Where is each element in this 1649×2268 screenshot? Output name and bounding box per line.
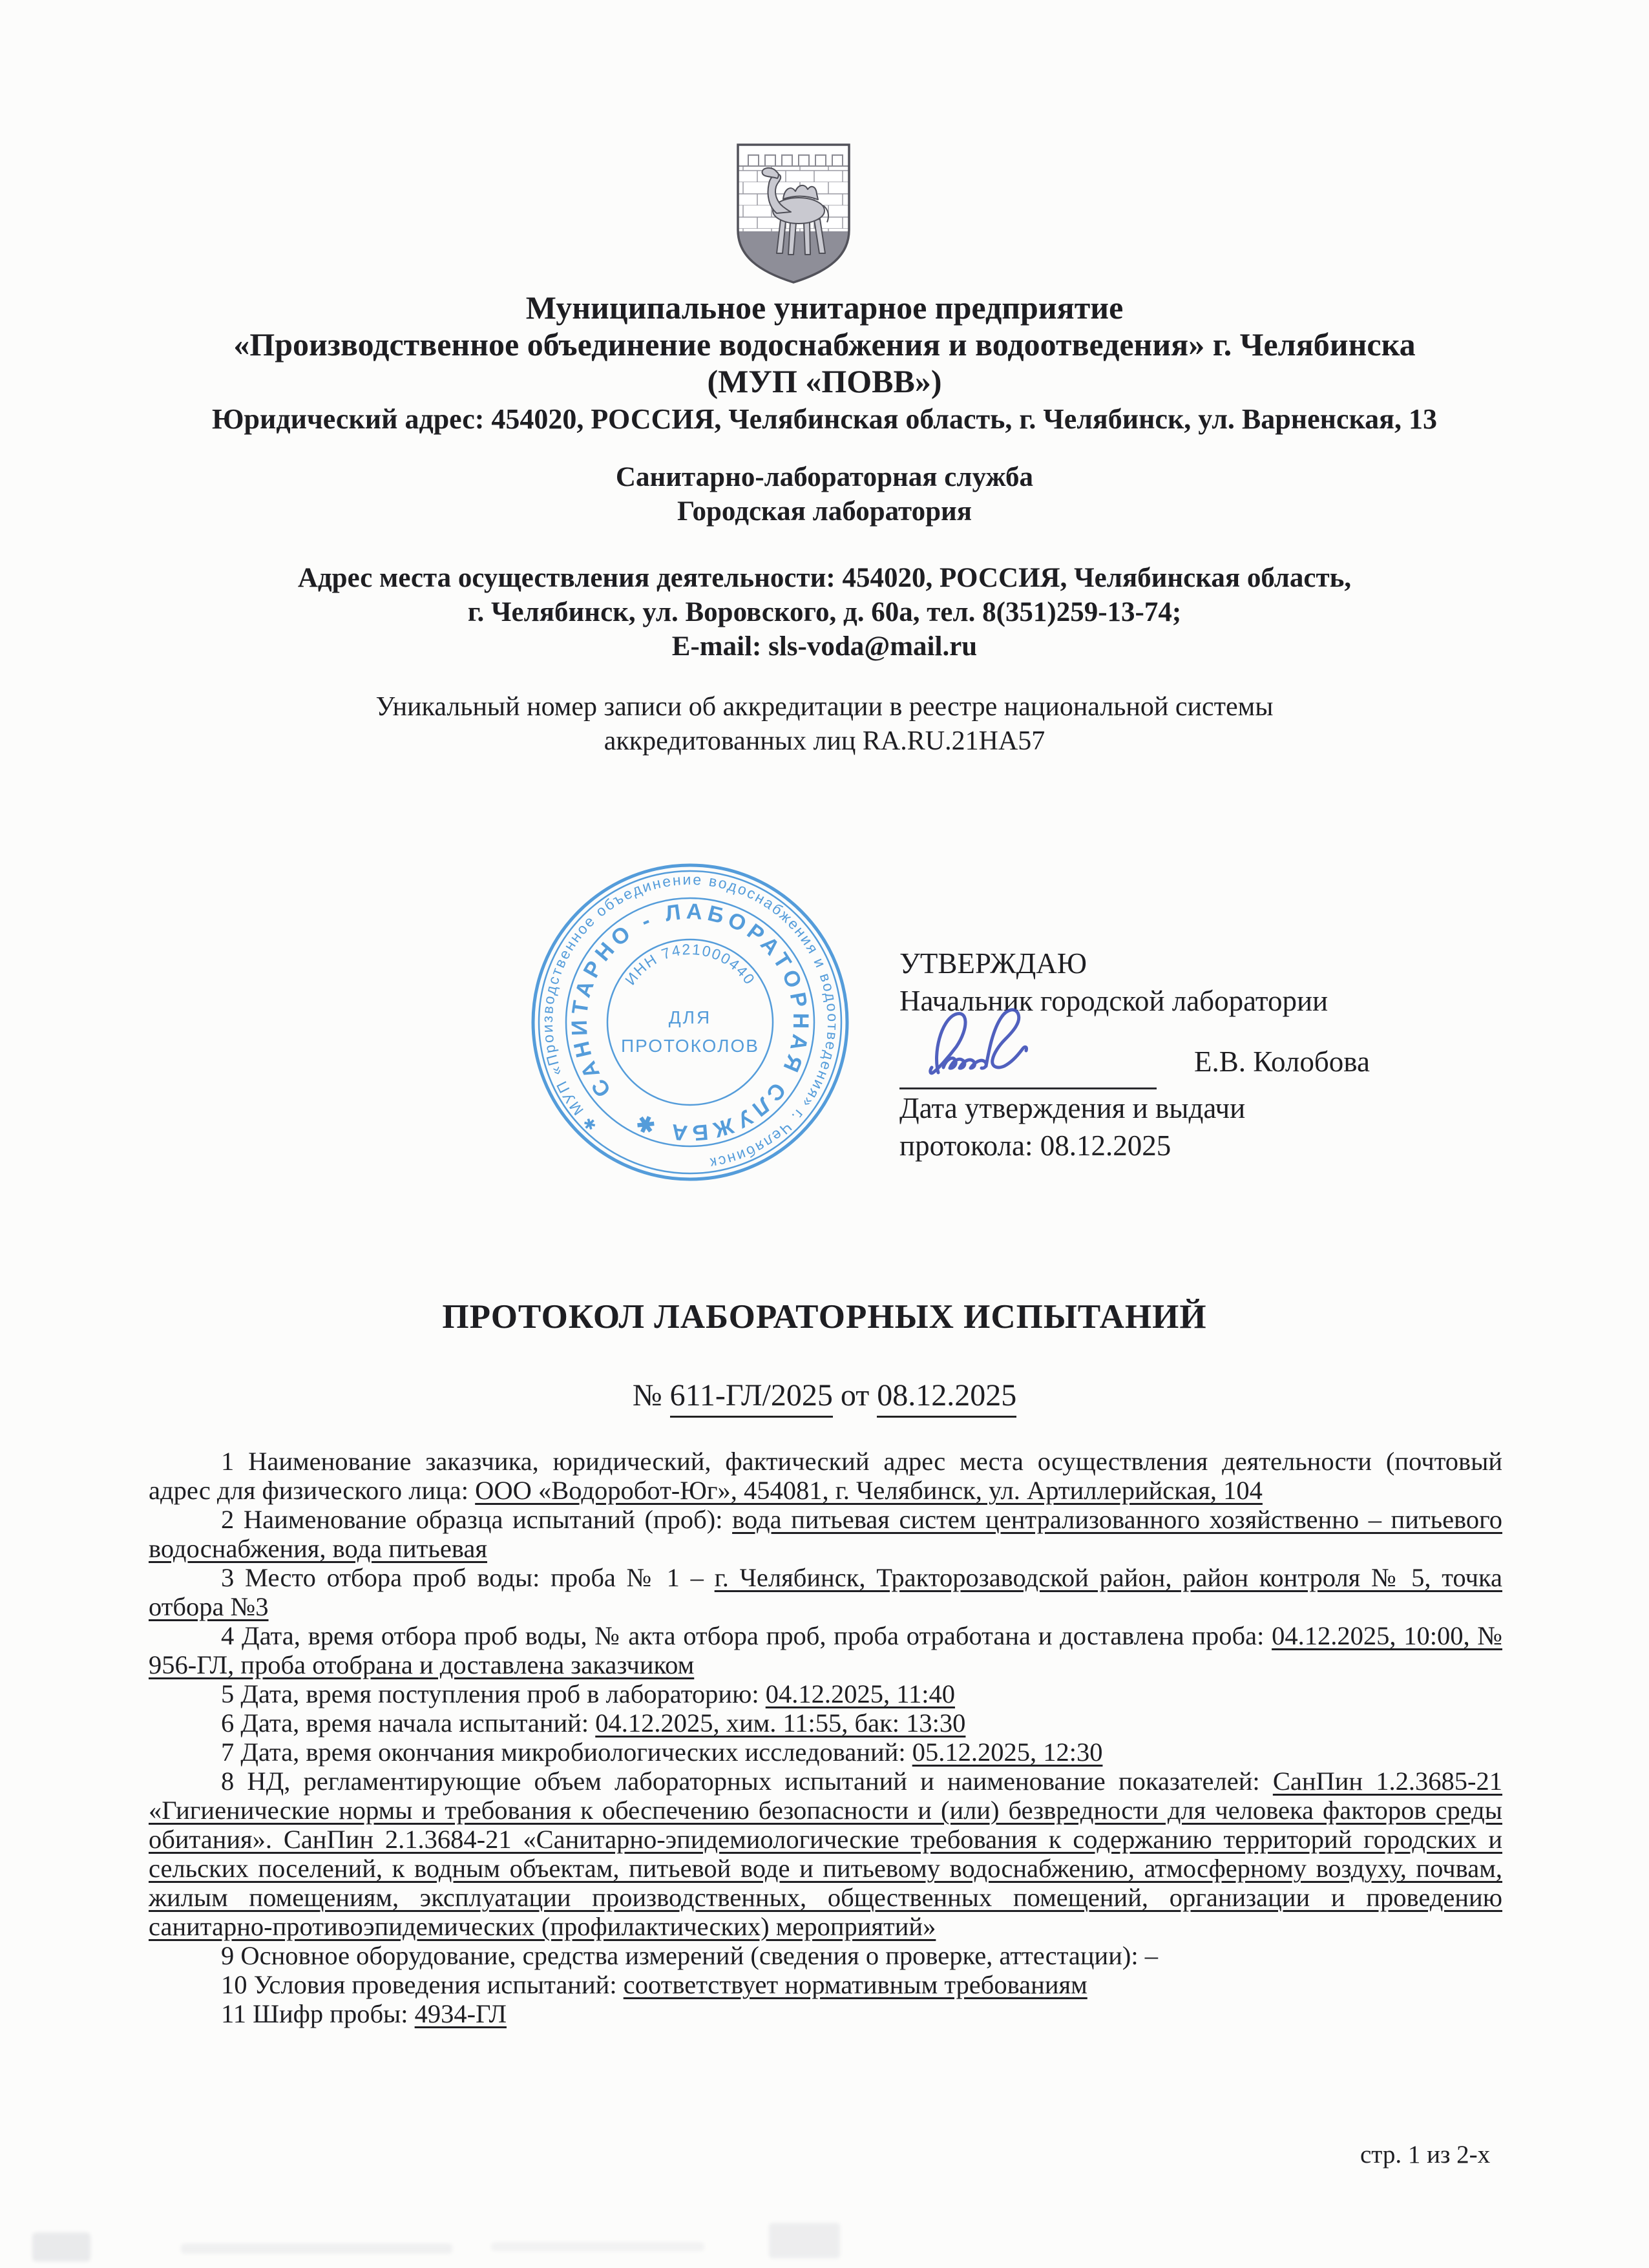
service-block — [0, 460, 1649, 529]
protocol-date: 08.12.2025 — [877, 1378, 1016, 1418]
stamp-service-text: САНИТАРНО - ЛАБОРАТОРНАЯ СЛУЖБА ✱ — [567, 899, 814, 1146]
item-label: 5 Дата, время поступления проб в лабораторию: — [221, 1679, 766, 1708]
protocol-item-3 — [149, 1563, 1502, 1621]
item-value: вода питьевая систем централизованного хозяйственно – питьевого водоснабжения, вода питьевая — [149, 1505, 1502, 1563]
item-value: 04.12.2025, 10:00, № 956-ГЛ, проба отобрана и доставлена заказчиком — [149, 1621, 1502, 1679]
email-line: E-mail: sls-voda@mail.ru — [671, 631, 978, 662]
approver-name: Е.В. Колобова — [1194, 1045, 1370, 1078]
activity-address-line2: г. Челябинск, ул. Воровского, д. 60а, тел. 8(351)259-13-74; — [467, 597, 1182, 627]
service-name: Санитарно-лабораторная служба — [615, 462, 1034, 492]
item-label: 8 НД, регламентирующие объем лабораторных испытаний и наименование показателей: — [221, 1767, 1273, 1796]
protocol-item-5 — [149, 1679, 1502, 1708]
protocol-item-7 — [149, 1738, 1502, 1767]
stamp-inn-text: ИНН 7421000440 — [621, 940, 759, 989]
document-title: ПРОТОКОЛ ЛАБОРАТОРНЫХ ИСПЫТАНИЙ — [442, 1298, 1207, 1336]
protocol-item-1 — [149, 1447, 1502, 1505]
approval-date-value: протокола: 08.12.2025 — [899, 1129, 1171, 1162]
accreditation-line1: Уникальный номер записи об аккредитации в реестре национальной системы — [375, 692, 1274, 722]
approval-block — [899, 945, 1429, 1164]
approve-label: УТВЕРЖДАЮ — [899, 947, 1087, 980]
lab-round-stamp — [529, 861, 852, 1184]
approval-date-label: Дата утверждения и выдачи — [899, 1092, 1246, 1124]
item-value: 04.12.2025, 11:40 — [765, 1679, 955, 1708]
item-label: 1 Наименование заказчика, юридический, фактический адрес места осуществления деятельности (почтовый адрес для физического лица: — [149, 1447, 1502, 1505]
handwritten-signature — [911, 990, 1137, 1093]
accreditation-line2: аккредитованных лиц RA.RU.21НА57 — [604, 726, 1045, 756]
of-word: от — [832, 1378, 877, 1412]
accreditation-block — [0, 690, 1649, 759]
item-label: 2 Наименование образца испытаний (проб): — [221, 1505, 733, 1534]
org-name: «Производственное объединение водоснабжения и водоотведения» г. Челябинска — [233, 326, 1416, 362]
item-label: 4 Дата, время отбора проб воды, № акта отбора проб, проба отработана и доставлена проба: — [221, 1621, 1272, 1650]
number-prefix: № — [632, 1378, 670, 1412]
protocol-item-4 — [149, 1621, 1502, 1679]
stamp-company-text: ✱ МУП «Производственное объединение водоснабжения и водоотведения» г. Челябинск — [538, 870, 842, 1172]
protocol-item-6 — [149, 1708, 1502, 1738]
item-label: 6 Дата, время начала испытаний: — [221, 1708, 596, 1738]
item-label: 3 Место отбора проб воды: проба № 1 – — [221, 1563, 715, 1592]
protocol-item-11 — [149, 1999, 1502, 2028]
org-type: Муниципальное унитарное предприятие — [525, 289, 1124, 326]
svg-text:ИНН 7421000440 — [622, 941, 759, 988]
protocol-item-8 — [149, 1767, 1502, 1941]
item-value: г. Челябинск, Тракторозаводской район, район контроля № 5, точка отбора №3 — [149, 1563, 1502, 1621]
signature-row — [899, 1020, 1429, 1089]
item-label: 7 Дата, время окончания микробиологических исследований: — [221, 1738, 912, 1767]
item-value: 04.12.2025, хим. 11:55, бак: 13:30 — [595, 1708, 966, 1738]
protocol-number: 611-ГЛ/2025 — [670, 1378, 833, 1418]
item-label: 10 Условия проведения испытаний: — [221, 1970, 624, 1999]
item-value: СанПин 1.2.3685-21 «Гигиенические нормы и требования к обеспечению безопасности и (или) безвредности для человека факторов среды обитания». СанПин 2.1.3684-21 «Санитарно-эпидемиологические требования к содержанию территорий городских и сельских поселений, к водным объектам, питьевой воде и питьевому водоснабжению, атмосферному воздуху, почвам, жилым помещениям, эксплуатации производственных, общественных помещений, организации и проведению санитарно-противоэпидемических (профилактических) мероприятий» — [149, 1767, 1503, 1941]
activity-address-block — [0, 561, 1649, 664]
activity-address-line1: Адрес места осуществления деятельности: 454020, РОССИЯ, Челябинская область, — [297, 563, 1352, 593]
item-value: 4934-ГЛ — [414, 1999, 507, 2028]
org-short-name: (МУП «ПОВВ») — [707, 363, 942, 399]
scan-artifact — [769, 2223, 840, 2258]
protocol-item-10 — [149, 1970, 1502, 1999]
stamp-center-line2: ПРОТОКОЛОВ — [621, 1036, 759, 1056]
scan-artifact — [32, 2232, 90, 2262]
legal-address: Юридический адрес: 454020, РОССИЯ, Челябинская область, г. Челябинск, ул. Варненская, 13 — [212, 403, 1437, 435]
protocol-items — [149, 1447, 1502, 2028]
item-label: 11 Шифр пробы: — [221, 1999, 415, 2028]
document-number-line — [0, 1378, 1649, 1413]
protocol-item-9 — [149, 1941, 1502, 1970]
item-value: соответствует нормативным требованиям — [623, 1970, 1087, 1999]
page-number: стр. 1 из 2-х — [1360, 2141, 1491, 2168]
protocol-item-2 — [149, 1505, 1502, 1563]
org-header — [0, 289, 1649, 437]
scan-artifact — [181, 2243, 452, 2254]
item-value: 05.12.2025, 12:30 — [912, 1738, 1103, 1767]
lab-name: Городская лаборатория — [677, 496, 972, 527]
chelyabinsk-emblem — [729, 136, 858, 286]
scan-artifact — [491, 2242, 704, 2251]
item-value: ООО «Водоробот-Юг», 454081, г. Челябинск, ул. Артиллерийская, 104 — [475, 1476, 1263, 1505]
stamp-center-line1: ДЛЯ — [668, 1007, 712, 1027]
approver-title: Начальник городской лаборатории — [899, 985, 1329, 1017]
item-label: 9 Основное оборудование, средства измерений (сведения о проверке, аттестации): – — [221, 1941, 1159, 1970]
